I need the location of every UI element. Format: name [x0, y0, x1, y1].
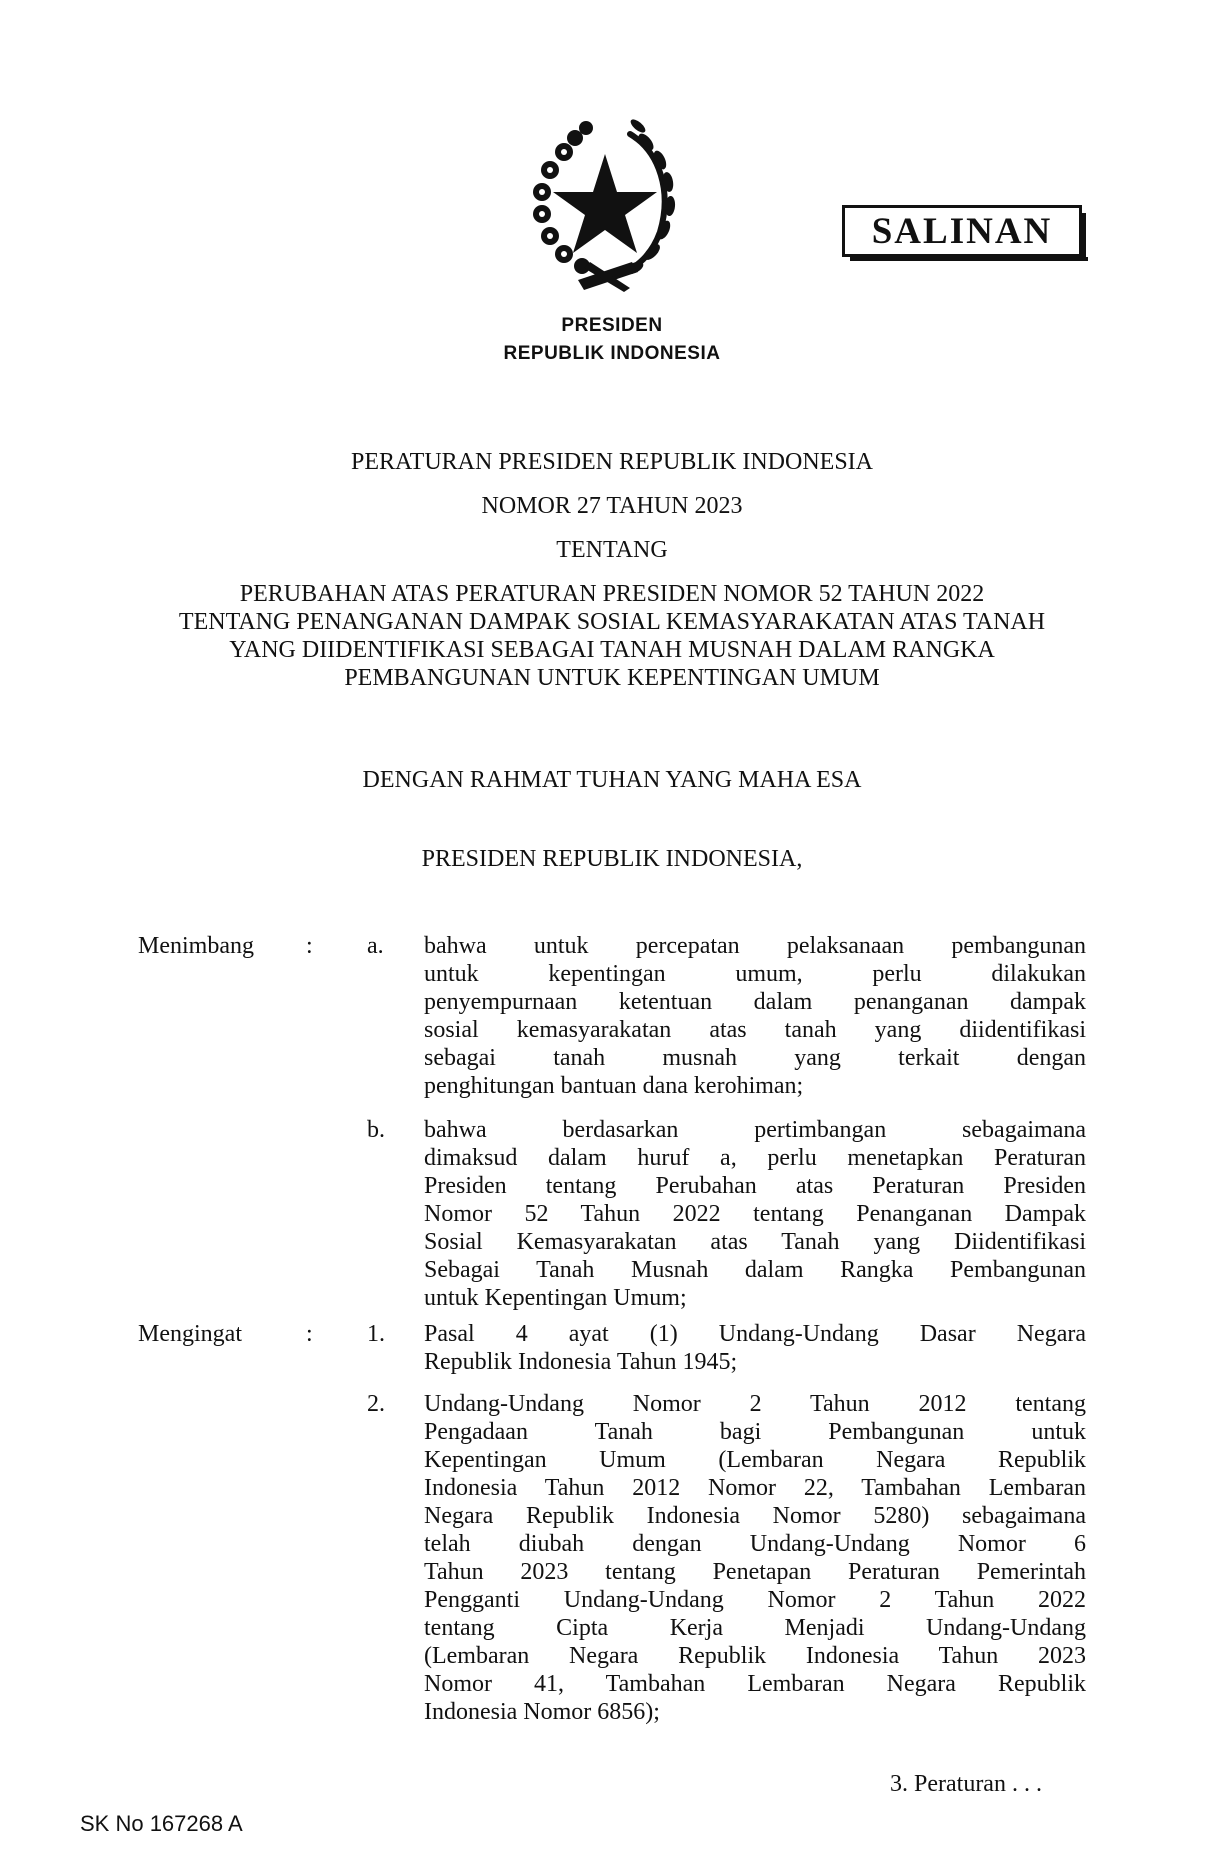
item-marker: 1. — [367, 1321, 385, 1347]
text-line: Indonesia Nomor 6856); — [424, 1699, 660, 1725]
text-line: Nomor 41, Tambahan Lembaran Negara Republik — [424, 1671, 1086, 1697]
emblem-caption-line2: REPUBLIK INDONESIA — [503, 343, 721, 364]
text-line: Pengadaan Tanah bagi Pembangunan untuk — [424, 1419, 1086, 1445]
text-line: Negara Republik Indonesia Nomor 5280) sebagaimana — [424, 1503, 1086, 1529]
authority-line: PRESIDEN REPUBLIK INDONESIA, — [421, 846, 803, 872]
item-text — [424, 1390, 1086, 1726]
text-line: sebagai tanah musnah yang terkait dengan — [424, 1045, 1086, 1071]
text-line: untuk Kepentingan Umum; — [424, 1285, 687, 1311]
text-line: bahwa berdasarkan pertimbangan sebagaimana — [424, 1117, 1086, 1143]
subject-line: TENTANG PENANGANAN DAMPAK SOSIAL KEMASYARAKATAN ATAS TANAH — [178, 609, 1046, 635]
text-line: bahwa untuk percepatan pelaksanaan pembangunan — [424, 933, 1086, 959]
regulation-heading — [0, 448, 1224, 580]
garuda-star-emblem-icon — [520, 112, 690, 292]
text-line: penghitungan bantuan dana kerohiman; — [424, 1073, 804, 1099]
emblem-caption — [0, 312, 1224, 368]
text-line: Nomor 52 Tahun 2022 tentang Penanganan Dampak — [424, 1201, 1086, 1227]
menimbang-colon: : — [306, 933, 313, 959]
text-line: untuk kepentingan umum, perlu dilakukan — [424, 961, 1086, 987]
page-catchword: 3. Peraturan . . . — [890, 1771, 1042, 1797]
text-line: (Lembaran Negara Republik Indonesia Tahun 2023 — [424, 1643, 1086, 1669]
tentang-label: TENTANG — [556, 537, 668, 563]
regulation-subject — [0, 580, 1224, 692]
text-line: Republik Indonesia Tahun 1945; — [424, 1349, 738, 1375]
text-line: Sebagai Tanah Musnah dalam Rangka Pembangunan — [424, 1257, 1086, 1283]
item-text — [424, 932, 1086, 1100]
text-line: penyempurnaan ketentuan dalam penanganan dampak — [424, 989, 1086, 1015]
mengingat-colon: : — [306, 1321, 313, 1347]
text-line: Tahun 2023 tentang Penetapan Peraturan Pemerintah — [424, 1559, 1086, 1585]
emblem-caption-line1: PRESIDEN — [561, 315, 663, 336]
salinan-stamp — [842, 205, 1082, 257]
text-line: Presiden tentang Perubahan atas Peraturan Presiden — [424, 1173, 1086, 1199]
text-line: Sosial Kemasyarakatan atas Tanah yang Diidentifikasi — [424, 1229, 1086, 1255]
text-line: telah diubah dengan Undang-Undang Nomor 6 — [424, 1531, 1086, 1557]
text-line: Pengganti Undang-Undang Nomor 2 Tahun 2022 — [424, 1587, 1086, 1613]
item-marker: a. — [367, 933, 384, 959]
subject-line: YANG DIIDENTIFIKASI SEBAGAI TANAH MUSNAH DALAM RANGKA — [229, 637, 995, 663]
item-text — [424, 1116, 1086, 1312]
text-line: dimaksud dalam huruf a, perlu menetapkan Peraturan — [424, 1145, 1086, 1171]
regulation-number: NOMOR 27 TAHUN 2023 — [481, 493, 743, 519]
text-line: sosial kemasyarakatan atas tanah yang diidentifikasi — [424, 1017, 1086, 1043]
subject-line: PERUBAHAN ATAS PERATURAN PRESIDEN NOMOR 52 TAHUN 2022 — [239, 581, 985, 607]
menimbang-label: Menimbang — [138, 933, 254, 959]
regulation-type: PERATURAN PRESIDEN REPUBLIK INDONESIA — [350, 449, 874, 475]
text-line: tentang Cipta Kerja Menjadi Undang-Undang — [424, 1615, 1086, 1641]
document-serial-number: SK No 167268 A — [80, 1811, 243, 1836]
text-line: Pasal 4 ayat (1) Undang-Undang Dasar Negara — [424, 1321, 1086, 1347]
mengingat-label: Mengingat — [138, 1321, 242, 1347]
invocation: DENGAN RAHMAT TUHAN YANG MAHA ESA — [362, 767, 862, 793]
text-line: Undang-Undang Nomor 2 Tahun 2012 tentang — [424, 1391, 1086, 1417]
text-line: Kepentingan Umum (Lembaran Negara Republik — [424, 1447, 1086, 1473]
item-marker: b. — [367, 1117, 385, 1143]
item-text — [424, 1320, 1086, 1376]
subject-line: PEMBANGUNAN UNTUK KEPENTINGAN UMUM — [344, 665, 880, 691]
item-marker: 2. — [367, 1391, 385, 1417]
stamp-text: SALINAN — [871, 210, 1053, 252]
text-line: Indonesia Tahun 2012 Nomor 22, Tambahan Lembaran — [424, 1475, 1086, 1501]
